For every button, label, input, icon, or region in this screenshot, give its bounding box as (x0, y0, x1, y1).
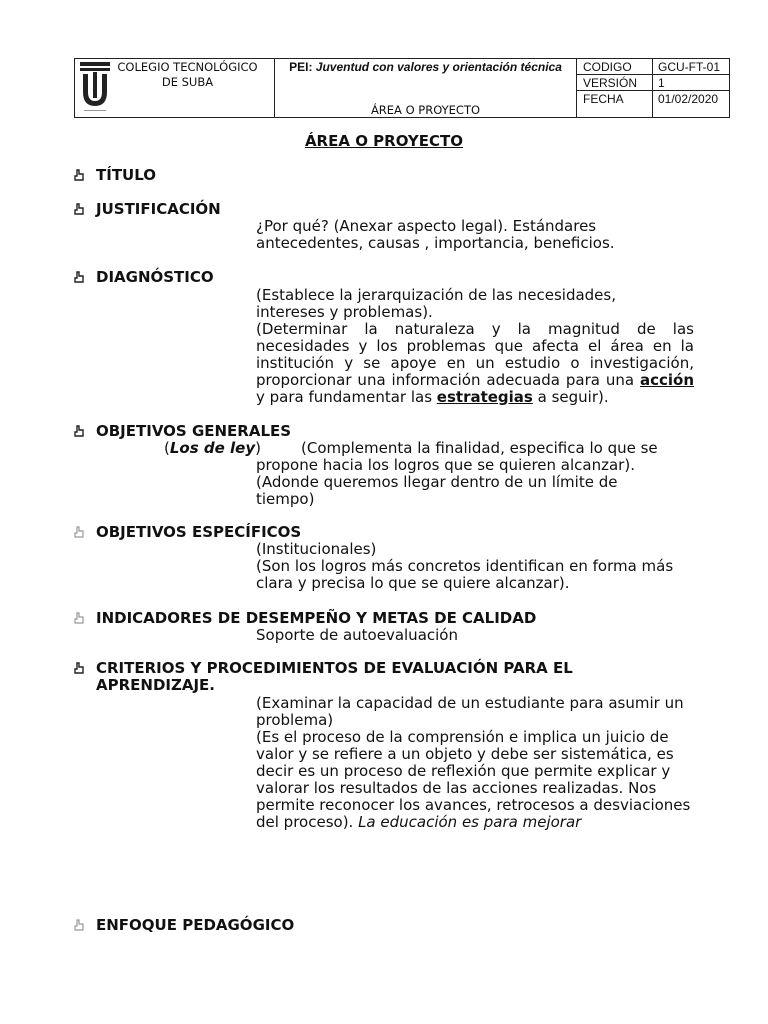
school-cell (75, 59, 275, 117)
section-criterios (74, 660, 594, 694)
pei-title-text: Juventud con valores y orientación técnica (315, 60, 562, 74)
section-indicadores-label: INDICADORES DE DESEMPEÑO Y METAS DE CALIDAD (96, 609, 537, 627)
criterios-p1: (Examinar la capacidad de un estudiante para asumir un problema) (256, 694, 684, 729)
section-enfoque (74, 917, 294, 934)
indicadores-text: Soporte de autoevaluación (256, 626, 458, 644)
pointing-hand-icon (74, 169, 84, 181)
objetivos-especificos-p2: (Son los logros más concretos identifican en forma más clara y precisa lo que se quiere alcanzar). (256, 557, 674, 592)
objetivos-generales-line1: (Complementa la finalidad, especifica lo que se (301, 439, 658, 457)
pointing-hand-icon (74, 919, 84, 931)
diagnostico-paragraph-1: (Establece la jerarquización de las necesidades, intereses y problemas). (256, 286, 616, 321)
section-diagnostico (74, 269, 214, 286)
diagnostico-estrategias: estrategias (436, 388, 533, 406)
version-row (577, 75, 729, 91)
section-criterios-label-line1: CRITERIOS Y PROCEDIMIENTOS DE EVALUACIÓN PARA EL (96, 659, 573, 677)
document-header-table (74, 58, 730, 118)
los-de-ley (164, 440, 261, 457)
section-criterios-label-line2: APRENDIZAJE. (96, 676, 215, 694)
version-value: 1 (658, 76, 665, 90)
pointing-hand-icon (74, 662, 84, 674)
diagnostico-text-c: a seguir). (532, 388, 609, 406)
paren-open: ( (164, 439, 170, 457)
school-name (105, 60, 270, 90)
section-objetivos-generales (74, 423, 291, 440)
codigo-value: GCU-FT-01 (658, 60, 721, 74)
justificacion-text: ¿Por qué? (Anexar aspecto legal). Estándares antecedentes, causas , importancia, beneficios. (256, 217, 615, 252)
codigo-label: CODIGO (577, 59, 653, 74)
pei-prefix: PEI: (289, 60, 313, 74)
header-area-label: ÁREA O PROYECTO (370, 103, 481, 117)
section-indicadores (74, 610, 536, 627)
diagnostico-accion: acción (639, 371, 694, 389)
section-justificacion (74, 201, 221, 218)
pointing-hand-icon (74, 203, 84, 215)
section-diagnostico-label: DIAGNÓSTICO (96, 268, 214, 286)
section-objetivos-especificos-label: OBJETIVOS ESPECÍFICOS (96, 523, 302, 541)
pointing-hand-icon (74, 526, 84, 538)
objetivos-generales-text: propone hacia los logros que se quieren alcanzar). (Adonde queremos llegar dentro de un límite de tiempo) (256, 456, 635, 508)
fecha-row (577, 91, 729, 117)
objetivos-especificos-p1: (Institucionales) (256, 540, 377, 558)
section-titulo-label: TÍTULO (96, 166, 156, 184)
criterios-italic: La educación es para mejorar (358, 813, 582, 831)
school-name-line2: DE SUBA (161, 75, 214, 89)
pointing-hand-icon (74, 425, 84, 437)
fecha-label: FECHA (577, 91, 653, 117)
section-objetivos-especificos (74, 524, 301, 541)
paren-close: ) (255, 439, 261, 457)
section-enfoque-label: ENFOQUE PEDAGÓGICO (96, 916, 295, 934)
section-titulo (74, 167, 156, 184)
school-name-line1: COLEGIO TECNOLÓGICO (117, 60, 258, 74)
meta-cell (577, 59, 729, 117)
criterios-p2-text: (Es el proceso de la comprensión e implica un juicio de valor y se refiere a un objeto y debe ser sistemática, es decir es un proceso de reflexión que permite explicar y valorar los resultados de las acciones realizadas. Nos permite reconocer los avances, retrocesos a desviaciones del proceso). (256, 728, 691, 831)
diagnostico-text-b: y para fundamentar las (256, 388, 437, 406)
section-justificacion-label: JUSTIFICACIÓN (96, 200, 221, 218)
pointing-hand-icon (74, 612, 84, 624)
los-de-ley-text: Los de ley (169, 439, 256, 457)
pei-cell (275, 59, 577, 117)
document-title: ÁREA O PROYECTO (304, 132, 464, 150)
pei-title (279, 60, 572, 74)
criterios-p2 (256, 729, 694, 831)
pointing-hand-icon (74, 271, 84, 283)
fecha-value: 01/02/2020 (658, 92, 719, 106)
diagnostico-text-a: (Determinar la naturaleza y la magnitud de las necesidades y los problemas que afecta el área en la institución y se apoye en un estudio o investigación, proporcionar una información adecuada para una (256, 320, 694, 389)
diagnostico-paragraph-2 (256, 321, 694, 406)
section-objetivos-generales-label: OBJETIVOS GENERALES (96, 422, 292, 440)
version-label: VERSIÓN (577, 75, 653, 90)
codigo-row (577, 59, 729, 75)
